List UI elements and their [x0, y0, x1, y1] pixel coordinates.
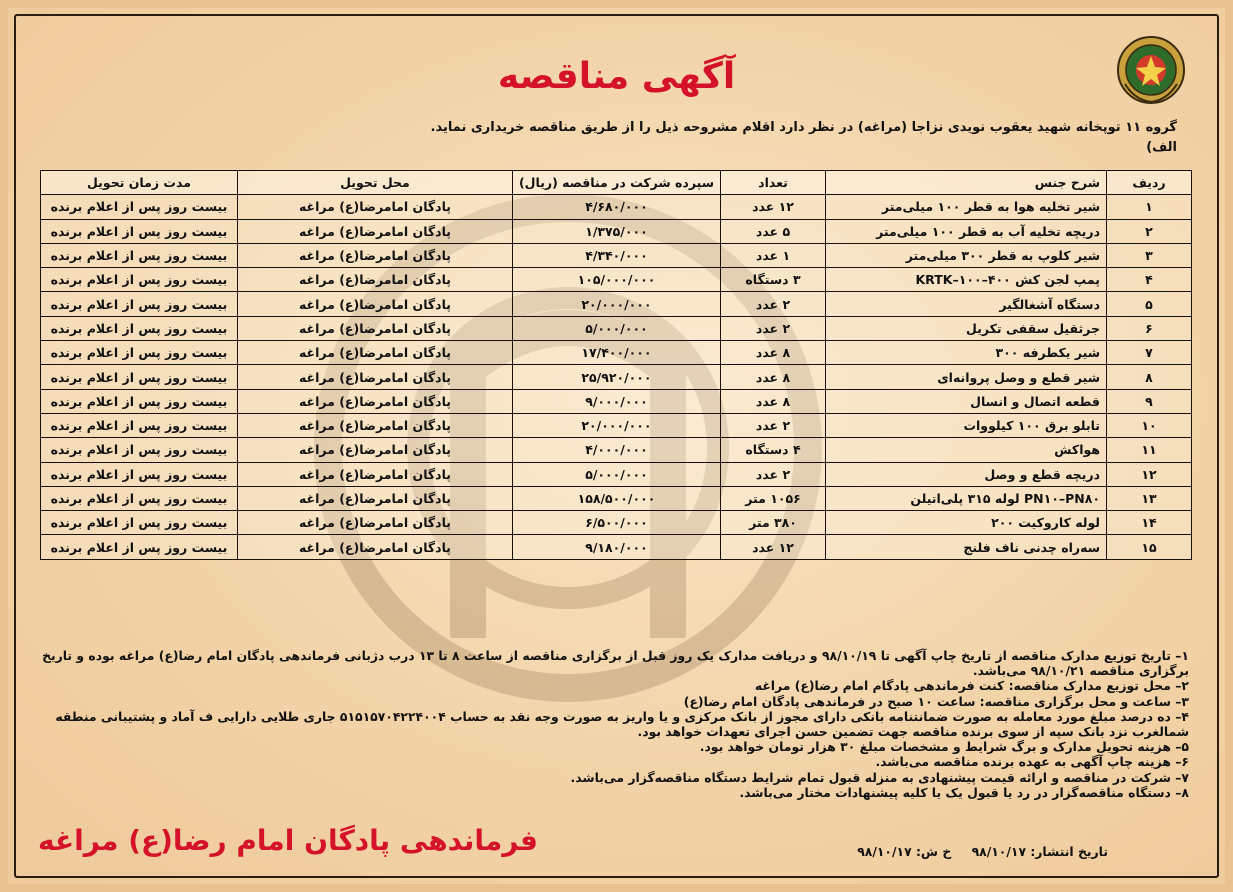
condition-item: ۶– هزینه چاپ آگهی به عهده برنده مناقصه می‌باشد.: [875, 754, 1189, 770]
cell-location: پادگان امامرضا(ع) مراغه: [237, 219, 512, 243]
cell-description: شیر قطع و وصل پروانه‌ای: [826, 365, 1107, 389]
header-deposit: سپرده شرکت در مناقصه (ریال): [512, 171, 720, 195]
cell-deposit: ۵/۰۰۰/۰۰۰: [512, 462, 720, 486]
cell-row-number: ۶: [1107, 316, 1192, 340]
issuer-signature: فرماندهی پادگان امام رضا(ع) مراغه: [38, 824, 538, 857]
cell-quantity: ۱۲ عدد: [721, 535, 826, 559]
cell-description: سه‌راه چدنی ناف فلنج: [826, 535, 1107, 559]
cell-deposit: ۶/۵۰۰/۰۰۰: [512, 511, 720, 535]
cell-quantity: ۳ دستگاه: [721, 268, 826, 292]
table-row: [41, 438, 1192, 462]
cell-location: پادگان امامرضا(ع) مراغه: [237, 511, 512, 535]
cell-row-number: ۱۵: [1107, 535, 1192, 559]
cell-row-number: ۱۱: [1107, 438, 1192, 462]
cell-deposit: ۱۵۸/۵۰۰/۰۰۰: [512, 486, 720, 510]
cell-quantity: ۸ عدد: [721, 341, 826, 365]
cell-location: پادگان امامرضا(ع) مراغه: [237, 243, 512, 267]
table-row: [41, 243, 1192, 267]
cell-delivery-time: بیست روز پس از اعلام برنده: [41, 219, 238, 243]
cell-delivery-time: بیست روز پس از اعلام برنده: [41, 365, 238, 389]
table-row: [41, 462, 1192, 486]
cell-location: پادگان امامرضا(ع) مراغه: [237, 316, 512, 340]
condition-item: ۸– دستگاه مناقصه‌گزار در رد یا قبول یک یا کلیه پیشنهادات مختار می‌باشد.: [739, 784, 1189, 800]
cell-location: پادگان امامرضا(ع) مراغه: [237, 195, 512, 219]
cell-location: پادگان امامرضا(ع) مراغه: [237, 438, 512, 462]
cell-description: قطعه اتصال و انسال: [826, 389, 1107, 413]
cell-delivery-time: بیست روز پس از اعلام برنده: [41, 462, 238, 486]
cell-row-number: ۷: [1107, 341, 1192, 365]
cell-quantity: ۱۲ عدد: [721, 195, 826, 219]
cell-delivery-time: بیست روز پس از اعلام برنده: [41, 341, 238, 365]
condition-item: ۱– تاریخ توزیع مدارک مناقصه از تاریخ چاپ آگهی تا ۹۸/۱۰/۱۹ و دریافت مدارک یک روز قبل از برگزاری مناقصه از ساعت ۸ تا ۱۳ درب دژبانی فرماندهی پادگان امام رضا(ع) مراغه بوده و تاریخ برگزاری مناقصه ۹۸/۱۰/۲۱ می‌باشد.: [42, 648, 1189, 679]
table-row: [41, 316, 1192, 340]
header-row-number: ردیف: [1107, 171, 1192, 195]
cell-quantity: ۵ عدد: [721, 219, 826, 243]
cell-row-number: ۹: [1107, 389, 1192, 413]
cell-delivery-time: بیست روز پس از اعلام برنده: [41, 511, 238, 535]
cell-location: پادگان امامرضا(ع) مراغه: [237, 535, 512, 559]
cell-location: پادگان امامرضا(ع) مراغه: [237, 486, 512, 510]
cell-quantity: ۱ عدد: [721, 243, 826, 267]
cell-delivery-time: بیست روز پس از اعلام برنده: [41, 438, 238, 462]
cell-description: دستگاه آشغالگیر: [826, 292, 1107, 316]
cell-location: پادگان امامرضا(ع) مراغه: [237, 341, 512, 365]
table-row: [41, 413, 1192, 437]
publish-info: [808, 844, 1108, 859]
cell-description: شیر کلوپ به قطر ۳۰۰ میلی‌متر: [826, 243, 1107, 267]
table-row: [41, 292, 1192, 316]
table-row: [41, 195, 1192, 219]
cell-deposit: ۹/۱۸۰/۰۰۰: [512, 535, 720, 559]
publish-date: تاریخ انتشار: ۹۸/۱۰/۱۷: [971, 844, 1108, 859]
condition-item: ۵– هزینه تحویل مدارک و برگ شرایط و مشخصات مبلغ ۳۰ هزار تومان خواهد بود.: [699, 739, 1189, 755]
cell-row-number: ۵: [1107, 292, 1192, 316]
cell-description: دریچه تخلیه آب به قطر ۱۰۰ میلی‌متر: [826, 219, 1107, 243]
cell-deposit: ۹/۰۰۰/۰۰۰: [512, 389, 720, 413]
cell-description: دریچه قطع و وصل: [826, 462, 1107, 486]
header-delivery-time: مدت زمان تحویل: [41, 171, 238, 195]
cell-description: لوله کاروکیت ۲۰۰: [826, 511, 1107, 535]
cell-delivery-time: بیست روز پس از اعلام برنده: [41, 292, 238, 316]
cell-quantity: ۳۸۰ متر: [721, 511, 826, 535]
cell-row-number: ۳: [1107, 243, 1192, 267]
cell-description: هواکش: [826, 438, 1107, 462]
cell-delivery-time: بیست روز پس از اعلام برنده: [41, 195, 238, 219]
table-row: [41, 389, 1192, 413]
cell-row-number: ۸: [1107, 365, 1192, 389]
cell-quantity: ۲ عدد: [721, 462, 826, 486]
cell-delivery-time: بیست روز پس از اعلام برنده: [41, 243, 238, 267]
table-row: [41, 365, 1192, 389]
table-row: [41, 219, 1192, 243]
cell-location: پادگان امامرضا(ع) مراغه: [237, 413, 512, 437]
cell-quantity: ۲ عدد: [721, 316, 826, 340]
cell-quantity: ۲ عدد: [721, 413, 826, 437]
cell-deposit: ۲۰/۰۰۰/۰۰۰: [512, 413, 720, 437]
cell-row-number: ۲: [1107, 219, 1192, 243]
intro-sentence: گروه ۱۱ توپخانه شهید یعقوب نویدی نزاجا (مراغه) در نظر دارد اقلام مشروحه ذیل را از طریق مناقصه خریداری نماید.: [430, 120, 1177, 135]
cell-row-number: ۱۲: [1107, 462, 1192, 486]
cell-deposit: ۲۵/۹۲۰/۰۰۰: [512, 365, 720, 389]
table-row: [41, 486, 1192, 510]
cell-deposit: ۵/۰۰۰/۰۰۰: [512, 316, 720, 340]
cell-description: تابلو برق ۱۰۰ کیلووات: [826, 413, 1107, 437]
cell-description: شیر تخلیه هوا به قطر ۱۰۰ میلی‌متر: [826, 195, 1107, 219]
cell-deposit: ۲۰/۰۰۰/۰۰۰: [512, 292, 720, 316]
cell-location: پادگان امامرضا(ع) مراغه: [237, 365, 512, 389]
cell-quantity: ۸ عدد: [721, 389, 826, 413]
cell-description: شیر یکطرفه ۳۰۰: [826, 341, 1107, 365]
condition-item: ۴– ده درصد مبلغ مورد معامله به صورت ضمانتنامه بانکی دارای مجوز از بانک مرکزی و یا واریز به صورت وجه نقد به حساب ۵۱۵۱۵۷۰۴۲۲۴۰۰۴ جاری طلایی دارایی ف آماد و پشتیبانی منطقه شمالغرب نزد بانک سپه از سوی برنده مناقصه جهت تضمین حسن اجرای تعهدات خواهد بود.: [55, 708, 1189, 740]
cell-description: پمپ لجن کش ۴۰۰–۱۰۰–KRTK: [826, 268, 1107, 292]
table-row: [41, 341, 1192, 365]
cell-location: پادگان امامرضا(ع) مراغه: [237, 268, 512, 292]
cell-row-number: ۱: [1107, 195, 1192, 219]
page-title: آگهی مناقصه: [497, 56, 736, 97]
table-row: [41, 268, 1192, 292]
cell-delivery-time: بیست روز پس از اعلام برنده: [41, 316, 238, 340]
header-quantity: تعداد: [721, 171, 826, 195]
cell-location: پادگان امامرضا(ع) مراغه: [237, 389, 512, 413]
cell-location: پادگان امامرضا(ع) مراغه: [237, 292, 512, 316]
cell-deposit: ۱۰۵/۰۰۰/۰۰۰: [512, 268, 720, 292]
cell-location: پادگان امامرضا(ع) مراغه: [237, 462, 512, 486]
cell-deposit: ۴/۶۸۰/۰۰۰: [512, 195, 720, 219]
cell-deposit: ۱/۳۷۵/۰۰۰: [512, 219, 720, 243]
cell-delivery-time: بیست روز پس از اعلام برنده: [41, 268, 238, 292]
cell-row-number: ۴: [1107, 268, 1192, 292]
cell-row-number: ۱۴: [1107, 511, 1192, 535]
intro-text: [27, 118, 1177, 158]
table-header-row: [41, 171, 1192, 195]
table-row: [41, 535, 1192, 559]
cell-quantity: ۲ عدد: [721, 292, 826, 316]
condition-item: ۳– ساعت و محل برگزاری مناقصه: ساعت ۱۰ صبح در فرماندهی پادگان امام رضا(ع): [683, 693, 1189, 709]
cell-row-number: ۱۳: [1107, 486, 1192, 510]
table-row: [41, 511, 1192, 535]
conditions-list: [19, 648, 1189, 800]
cell-quantity: ۸ عدد: [721, 365, 826, 389]
cell-deposit: ۱۷/۴۰۰/۰۰۰: [512, 341, 720, 365]
header-description: شرح جنس: [826, 171, 1107, 195]
cell-description: جرثقیل سقفی تکریل: [826, 316, 1107, 340]
condition-item: ۷– شرکت در مناقصه و ارائه قیمت پیشنهادی به منزله قبول تمام شرایط دستگاه مناقصه‌گزار می‌باشد.: [570, 769, 1189, 785]
cell-delivery-time: بیست روز پس از اعلام برنده: [41, 486, 238, 510]
publish-code: خ ش: ۹۸/۱۰/۱۷: [857, 844, 952, 859]
header-location: محل تحویل: [237, 171, 512, 195]
cell-quantity: ۴ دستگاه: [721, 438, 826, 462]
cell-description: PN۱۰–PN۸۰ لوله ۳۱۵ پلی‌اتیلن: [826, 486, 1107, 510]
cell-delivery-time: بیست روز پس از اعلام برنده: [41, 413, 238, 437]
intro-section-label: الف): [1146, 140, 1177, 155]
cell-delivery-time: بیست روز پس از اعلام برنده: [41, 389, 238, 413]
cell-deposit: ۴/۳۴۰/۰۰۰: [512, 243, 720, 267]
cell-quantity: ۱۰۵۶ متر: [721, 486, 826, 510]
items-table: [40, 170, 1192, 560]
cell-deposit: ۴/۰۰۰/۰۰۰: [512, 438, 720, 462]
condition-item: ۲– محل توزیع مدارک مناقصه: کنت فرماندهی پادگام امام رضا(ع) مراغه: [754, 678, 1189, 694]
cell-delivery-time: بیست روز پس از اعلام برنده: [41, 535, 238, 559]
cell-row-number: ۱۰: [1107, 413, 1192, 437]
